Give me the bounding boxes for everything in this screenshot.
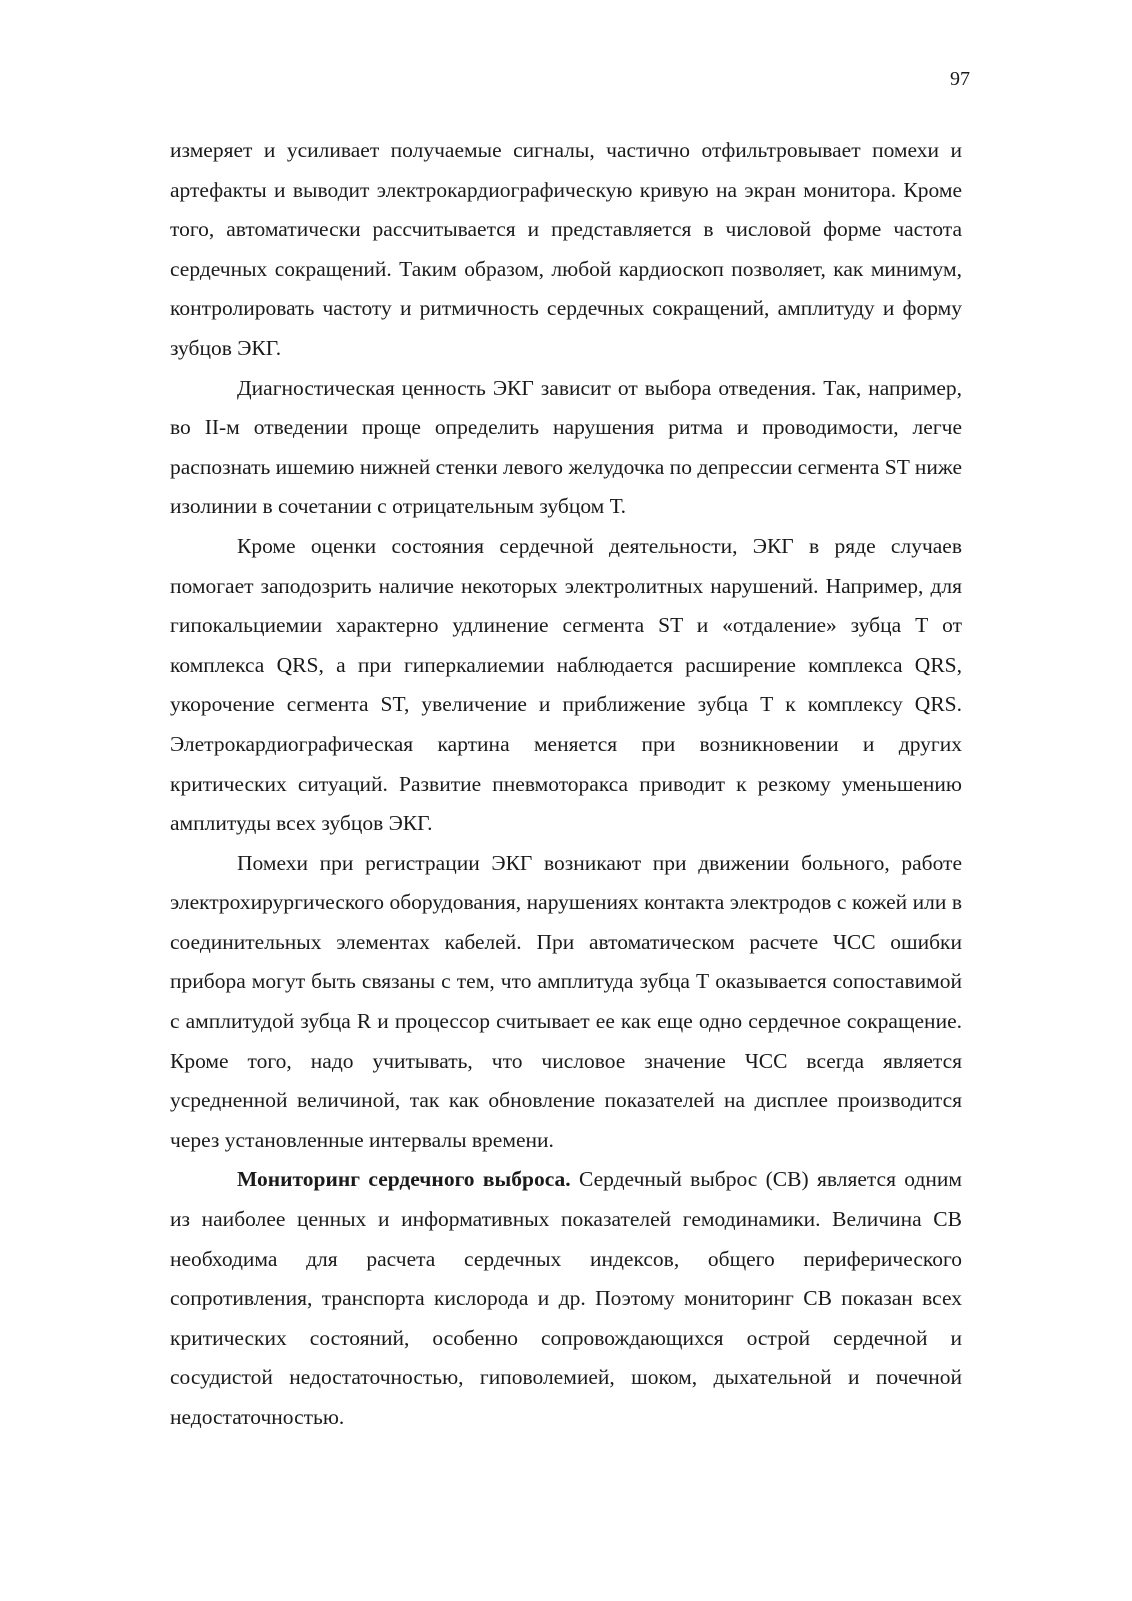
paragraph-cardiac-output (170, 1160, 962, 1437)
section-heading-cardiac-output: Мониторинг сердечного выброса. (237, 1167, 571, 1192)
paragraph-cardiac-output-text: Сердечный выброс (СВ) является одним из наиболее ценных и информативных показателей гемодинамики. Величина СВ необходима для расчета сердечных индексов, общего периферического сопротивления, транспорта кислорода и др. Поэтому мониторинг СВ показан всех критических состояний, особенно сопровождающихся острой сердечной и сосудистой недостаточностью, гиповолемией, шоком, дыхательной и почечной недостаточностью. (170, 1167, 962, 1429)
paragraph-electrolyte-disorders: Кроме оценки состояния сердечной деятельности, ЭКГ в ряде случаев помогает заподозрить наличие некоторых электролитных нарушений. Например, для гипокальциемии характерно удлинение сегмента ST и «отдаление» зубца Т от комплекса QRS, а при гиперкалиемии наблюдается расширение комплекса QRS, укорочение сегмента ST, увеличение и приближение зубца Т к комплексу QRS. Элетрокардиографическая картина меняется при возникновении и других критических ситуаций. Развитие пневмоторакса приводит к резкому уменьшению амплитуды всех зубцов ЭКГ. (170, 533, 962, 836)
document-body (170, 131, 962, 1438)
paragraph-ecg-diagnostic-value: Диагностическая ценность ЭКГ зависит от выбора отведения. Так, например, во II-м отведении проще определить нарушения ритма и проводимости, легче распознать ишемию нижней стенки левого желудочка по депрессии сегмента ST ниже изолинии в сочетании с отрицательным зубцом Т. (170, 375, 962, 519)
page-number: 97 (950, 68, 970, 90)
paragraph-ecg-interference: Помехи при регистрации ЭКГ возникают при движении больного, работе электрохирургического оборудования, нарушениях контакта электродов с кожей или в соединительных элементах кабелей. При автоматическом расчете ЧСС ошибки прибора могут быть связаны с тем, что амплитуда зубца Т оказывается сопоставимой с амплитудой зубца R и процессор считывает ее как еще одно сердечное сокращение. Кроме того, надо учитывать, что числовое значение ЧСС всегда является усредненной величиной, так как обновление показателей на дисплее производится через установленные интервалы времени. (170, 850, 962, 1152)
paragraph-continuation: измеряет и усиливает получаемые сигналы, частично отфильтровывает помехи и артефакты и выводит электрокардиографическую кривую на экран монитора. Кроме того, автоматически рассчитывается и представляется в числовой форме частота сердечных сокращений. Таким образом, любой кардиоскоп позволяет, как минимум, контролировать частоту и ритмичность сердечных сокращений, амплитуду и форму зубцов ЭКГ. (170, 138, 962, 360)
